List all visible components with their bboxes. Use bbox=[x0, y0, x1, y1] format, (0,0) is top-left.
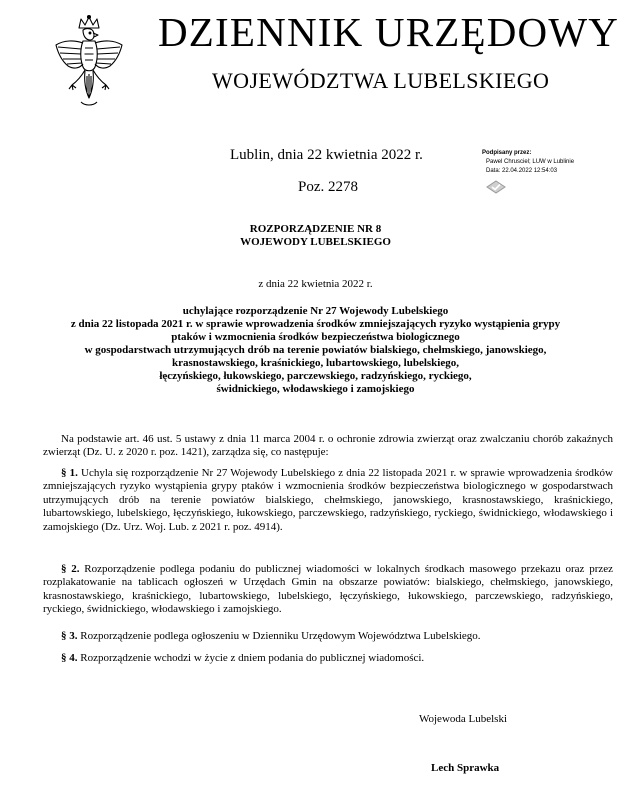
section-mark: § 1. bbox=[61, 467, 78, 479]
issue-date: Lublin, dnia 22 kwietnia 2022 r. bbox=[230, 147, 423, 163]
signature-signer: Pawel Chrusciel; LUW w Lublinie bbox=[486, 159, 575, 165]
section-3 bbox=[43, 630, 613, 643]
signature-check-icon bbox=[484, 175, 508, 203]
subject-line: uchylające rozporządzenie Nr 27 Wojewody Lubelskiego bbox=[182, 305, 449, 317]
preamble: Na podstawie art. 46 ust. 5 ustawy z dnia 11 marca 2004 r. o ochronie zdrowia zwierząt oraz zwalczaniu chorób zakaźnych zwierząt (Dz. U. z 2020 r. poz. 1421), zarządza się, co następuje: bbox=[43, 433, 613, 459]
subject-line: ptaków i wzmocnienia środków bezpieczeństwa biologicznego bbox=[171, 331, 460, 343]
section-text: Rozporządzenie podlega podaniu do publicznej wiadomości w lokalnych środkach masowego przekazu oraz przez rozplakatowanie na tablicach ogłoszeń w Urzędach Gmin na obszarze powiatów: bialskiego, chełmskiego, janowskiego, krasnostawskiego, kraśnickiego, lubartowskiego, lubelskiego, łęczyńskiego, łukowskiego, parczewskiego, radzyńskiego, ryckiego, świdnickiego, włodawskiego i zamojskiego. bbox=[43, 563, 614, 616]
position-number: Poz. 2278 bbox=[298, 179, 358, 195]
act-subject bbox=[30, 305, 601, 396]
section-text: Rozporządzenie podlega ogłoszeniu w Dzienniku Urzędowym Województwa Lubelskiego. bbox=[80, 630, 481, 642]
subject-line: łęczyńskiego, łukowskiego, parczewskiego, radzyńskiego, ryckiego, bbox=[159, 370, 472, 382]
subject-line: z dnia 22 listopada 2021 r. w sprawie wprowadzenia środków zmniejszających ryzyko wystąpienia grypy bbox=[70, 318, 561, 330]
section-text: Uchyla się rozporządzenie Nr 27 Wojewody Lubelskiego z dnia 22 listopada 2021 r. w sprawie wprowadzenia środków zmniejszających ryzyko wystąpienia grypy ptaków i wzmocnienia środków bezpieczeństwa biologicznego w gospodarstwach utrzymujących drób na terenie powiatów bialskiego, chełmskiego, janowskiego, krasnostawskiego, kraśnickiego, lubartowskiego, lubelskiego, łęczyńskiego, łukowskiego, parczewskiego, radzyńskiego, ryckiego, świdnickiego, włodawskiego i zamojskiego (Dz. Urz. Woj. Lub. z 2021 r. poz. 4914). bbox=[43, 467, 614, 533]
act-title-line2: WOJEWODY LUBELSKIEGO bbox=[240, 236, 391, 248]
signature-date: Data: 22.04.2022 12:54:03 bbox=[486, 168, 558, 174]
subject-line: w gospodarstwach utrzymujących drób na terenie powiatów bialskiego, chełmskiego, janowskiego, bbox=[84, 344, 547, 356]
subject-line: krasnostawskiego, kraśnickiego, lubartowskiego, lubelskiego, bbox=[172, 357, 459, 369]
section-4 bbox=[43, 652, 613, 665]
section-2 bbox=[43, 563, 613, 617]
section-mark: § 3. bbox=[61, 630, 78, 642]
section-mark: § 2. bbox=[61, 563, 80, 575]
signature-label: Podpisany przez: bbox=[482, 150, 532, 156]
subject-line: świdnickiego, włodawskiego i zamojskiego bbox=[216, 383, 415, 395]
digital-signature-block bbox=[482, 149, 622, 176]
signer-role: Wojewoda Lubelski bbox=[419, 713, 508, 725]
act-title-line1: ROZPORZĄDZENIE NR 8 bbox=[249, 223, 382, 235]
section-mark: § 4. bbox=[61, 652, 78, 664]
act-date: z dnia 22 kwietnia 2022 r. bbox=[258, 278, 373, 290]
white-eagle-emblem-icon bbox=[52, 14, 126, 110]
journal-title: DZIENNIK URZĘDOWY bbox=[158, 9, 620, 55]
signer-name: Lech Sprawka bbox=[431, 762, 500, 774]
section-1 bbox=[43, 467, 613, 534]
journal-subtitle: WOJEWÓDZTWA LUBELSKIEGO bbox=[212, 68, 550, 93]
section-text: Rozporządzenie wchodzi w życie z dniem podania do publicznej wiadomości. bbox=[80, 652, 425, 664]
